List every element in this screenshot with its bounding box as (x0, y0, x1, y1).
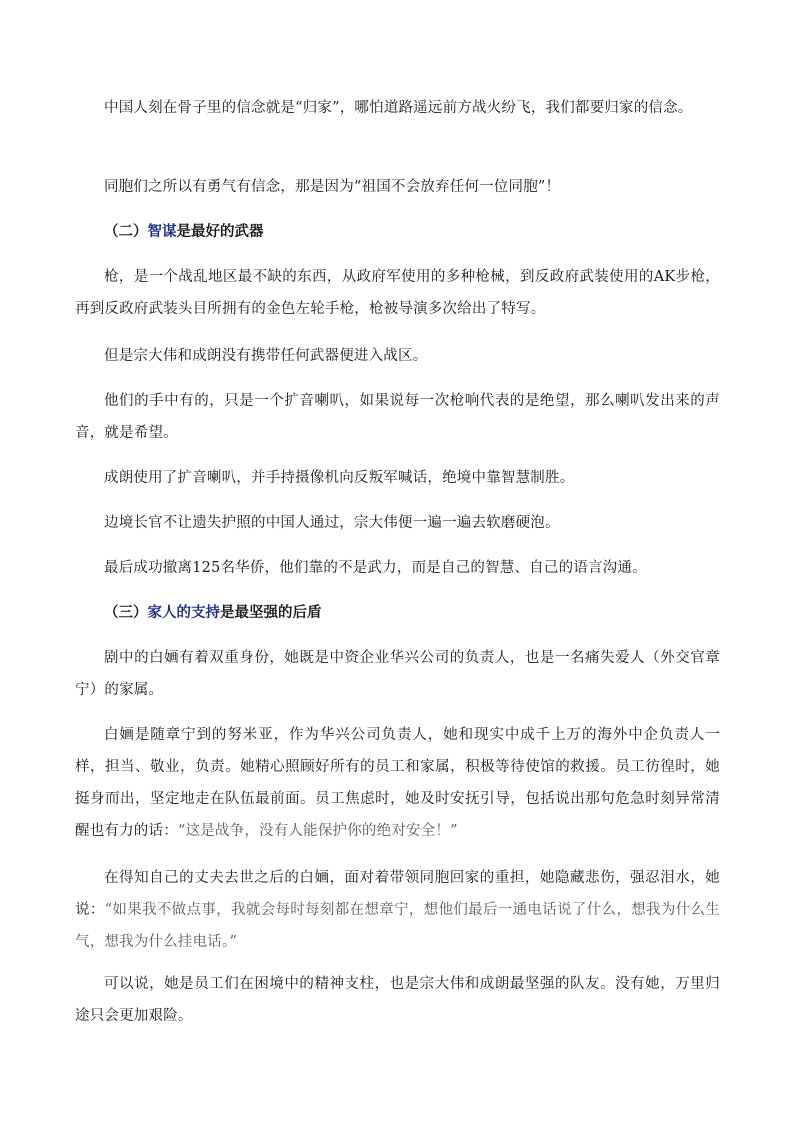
paragraph-text: 中国人刻在骨子里的信念就是“归家”，哪怕道路遥远前方战火纷飞，我们都要归家的信念。 (104, 100, 693, 116)
paragraph-text: 他们的手中有的，只是一个扩音喇叭，如果说每一次枪响代表的是绝望，那么喇叭发出来的声音，就是希望。 (75, 393, 720, 441)
paragraph-conclusion (75, 968, 720, 1032)
heading-prefix: （二） (104, 223, 148, 240)
heading-highlight: 智谋 (147, 223, 177, 240)
heading-highlight: 家人的支持 (147, 604, 220, 621)
paragraph-text: 剧中的白婳有着双重身份，她既是中资企业华兴公司的负责人，也是一名痛失爱人（外交官章宁）的家属。 (75, 650, 720, 698)
paragraph-baihua-grief (75, 862, 720, 958)
heading-prefix: （三） (104, 604, 148, 621)
paragraph-compatriots (75, 171, 720, 203)
paragraph-border (75, 507, 720, 539)
section-heading-wisdom (75, 216, 720, 248)
paragraph-guns (75, 261, 720, 325)
quote-text: “这是战争，没有人能保护你的绝对安全！” (177, 823, 458, 839)
paragraph-text: 但是宗大伟和成朗没有携带任何武器便进入战区。 (104, 348, 428, 364)
paragraph-baihua-role (75, 719, 720, 847)
paragraph-chenglang (75, 462, 720, 494)
paragraph-text: 在得知自己的丈夫去世之后的白婳，面对着带领同胞回家的重担，她隐藏悲伤，强忍泪水，她说： (75, 870, 720, 918)
paragraph-text: 边境长官不让遗失护照的中国人通过，宗大伟便一遍一遍去软磨硬泡。 (104, 515, 560, 531)
paragraph-text: 枪，是一个战乱地区最不缺的东西，从政府军使用的多种枪械，到反政府武装使用的AK步枪，再到反政府武装头目所拥有的金色左轮手枪，枪被导演多次给出了特写。 (75, 269, 720, 317)
paragraph-no-weapons (75, 340, 720, 372)
paragraph-evacuation (75, 552, 720, 584)
paragraph-text: 最后成功撤离125名华侨，他们靠的不是武力，而是自己的智慧、自己的语言沟通。 (104, 560, 647, 576)
heading-suffix: 是最好的武器 (176, 223, 264, 240)
quote-text: “如果我不做点事，我就会每时每刻都在想章宁，想他们最后一通电话说了什么，想我为什么生气，想我为什么挂电话。” (75, 902, 721, 950)
section-heading-family (75, 597, 720, 629)
paragraph-belief (75, 92, 720, 124)
paragraph-megaphone (75, 385, 720, 449)
paragraph-text: 同胞们之所以有勇气有信念，那是因为“祖国不会放弃任何一位同胞”！ (104, 179, 561, 195)
paragraph-text: 成朗使用了扩音喇叭，并手持摄像机向反叛军喊话，绝境中靠智慧制胜。 (104, 470, 575, 486)
paragraph-baihua-identity (75, 642, 720, 706)
paragraph-text: 白婳是随章宁到的努米亚，作为华兴公司负责人，她和现实中成千上万的海外中企负责人一样，担当、敬业，负责。她精心照顾好所有的员工和家属，积极等待使馆的救援。员工彷徨时，她挺身而出，坚定地走在队伍最前面。员工焦虑时，她及时安抚引导，包括说出那句危急时刻异常清醒也有力的话： (75, 727, 720, 839)
heading-suffix: 是最坚强的后盾 (220, 604, 322, 621)
paragraph-text: 可以说，她是员工们在困境中的精神支柱，也是宗大伟和成朗最坚强的队友。没有她，万里归途只会更加艰险。 (75, 976, 720, 1024)
